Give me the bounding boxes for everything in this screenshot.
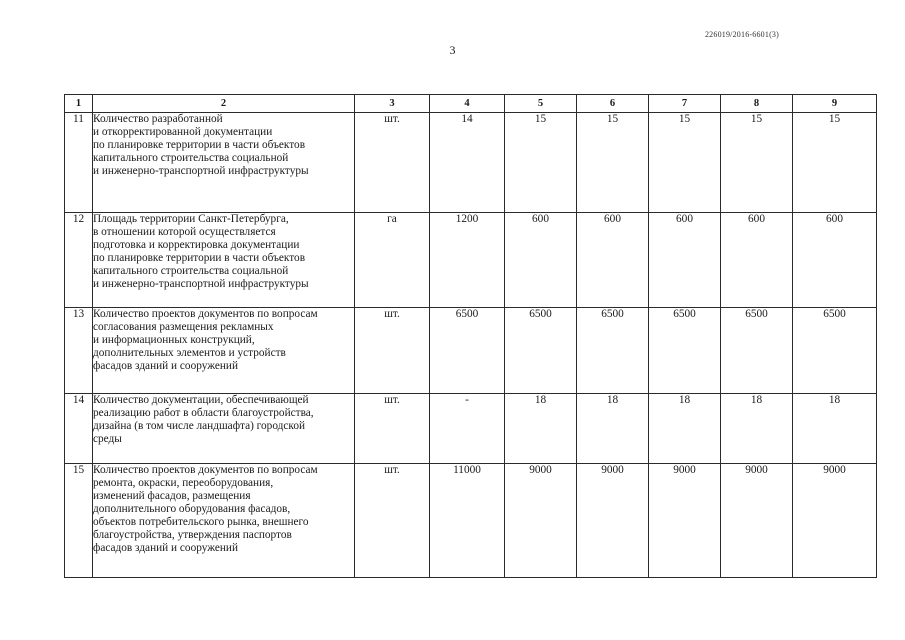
value-col-7: 6500 <box>649 308 721 394</box>
indicators-table <box>64 94 877 578</box>
description-line: реализацию работ в области благоустройства, <box>93 407 314 419</box>
value-col-6: 6500 <box>577 308 649 394</box>
value-col-4: 14 <box>430 113 505 213</box>
value-col-5: 9000 <box>505 464 577 578</box>
row-number: 13 <box>65 308 93 394</box>
value-col-4: - <box>430 394 505 464</box>
description-line: среды <box>93 433 122 445</box>
document-registration-code: 226019/2016-6601(3) <box>704 30 779 39</box>
column-header-8: 8 <box>721 95 793 113</box>
value-col-7: 600 <box>649 213 721 308</box>
table-row <box>65 213 877 308</box>
description-line: подготовка и корректировка документации <box>93 239 300 251</box>
description-line: по планировке территории в части объектов <box>93 252 306 264</box>
table-row <box>65 113 877 213</box>
row-number: 14 <box>65 394 93 464</box>
row-number: 15 <box>65 464 93 578</box>
description-line: и инженерно-транспортной инфраструктуры <box>93 165 309 177</box>
description-line: Количество разработанной <box>93 113 223 125</box>
table-header-row <box>65 95 877 113</box>
page-number: 3 <box>449 43 456 57</box>
description-line: благоустройства, утверждения паспортов <box>93 529 292 541</box>
description-line: изменений фасадов, размещения <box>93 490 251 502</box>
description-line: дополнительного оборудования фасадов, <box>93 503 291 515</box>
row-number: 11 <box>65 113 93 213</box>
value-col-8: 6500 <box>721 308 793 394</box>
row-unit: шт. <box>355 113 430 213</box>
description-line: Количество документации, обеспечивающей <box>93 394 309 406</box>
row-unit: шт. <box>355 464 430 578</box>
row-description <box>93 464 355 578</box>
column-header-9: 9 <box>793 95 877 113</box>
description-line: дополнительных элементов и устройств <box>93 347 286 359</box>
description-line: капитального строительства социальной <box>93 265 289 277</box>
description-line: ремонта, окраски, переоборудования, <box>93 477 274 489</box>
row-unit: шт. <box>355 394 430 464</box>
table-row <box>65 464 877 578</box>
row-description <box>93 394 355 464</box>
value-col-5: 15 <box>505 113 577 213</box>
value-col-9: 6500 <box>793 308 877 394</box>
description-line: фасадов зданий и сооружений <box>93 542 239 554</box>
value-col-4: 11000 <box>430 464 505 578</box>
description-line: объектов потребительского рынка, внешнего <box>93 516 309 528</box>
column-header-1: 1 <box>65 95 93 113</box>
value-col-8: 18 <box>721 394 793 464</box>
value-col-6: 15 <box>577 113 649 213</box>
row-unit: га <box>355 213 430 308</box>
table-row <box>65 394 877 464</box>
value-col-8: 15 <box>721 113 793 213</box>
value-col-6: 18 <box>577 394 649 464</box>
value-col-9: 600 <box>793 213 877 308</box>
value-col-6: 600 <box>577 213 649 308</box>
value-col-4: 6500 <box>430 308 505 394</box>
description-line: капитального строительства социальной <box>93 152 289 164</box>
description-line: и информационных конструкций, <box>93 334 255 346</box>
value-col-7: 9000 <box>649 464 721 578</box>
description-line: в отношении которой осуществляется <box>93 226 276 238</box>
value-col-9: 15 <box>793 113 877 213</box>
value-col-4: 1200 <box>430 213 505 308</box>
value-col-5: 6500 <box>505 308 577 394</box>
description-line: согласования размещения рекламных <box>93 321 274 333</box>
column-header-4: 4 <box>430 95 505 113</box>
row-number: 12 <box>65 213 93 308</box>
value-col-5: 18 <box>505 394 577 464</box>
column-header-6: 6 <box>577 95 649 113</box>
description-line: Площадь территории Санкт-Петербурга, <box>93 213 289 225</box>
column-header-5: 5 <box>505 95 577 113</box>
value-col-9: 18 <box>793 394 877 464</box>
row-description <box>93 308 355 394</box>
description-line: Количество проектов документов по вопросам <box>93 308 318 320</box>
row-description <box>93 113 355 213</box>
description-line: по планировке территории в части объектов <box>93 139 306 151</box>
row-description <box>93 213 355 308</box>
table-row <box>65 308 877 394</box>
description-line: Количество проектов документов по вопросам <box>93 464 318 476</box>
description-line: фасадов зданий и сооружений <box>93 360 239 372</box>
value-col-6: 9000 <box>577 464 649 578</box>
value-col-5: 600 <box>505 213 577 308</box>
description-line: дизайна (в том числе ландшафта) городской <box>93 420 306 432</box>
value-col-7: 18 <box>649 394 721 464</box>
value-col-7: 15 <box>649 113 721 213</box>
description-line: и откорректированной документации <box>93 126 273 138</box>
value-col-9: 9000 <box>793 464 877 578</box>
column-header-7: 7 <box>649 95 721 113</box>
column-header-2: 2 <box>93 95 355 113</box>
column-header-3: 3 <box>355 95 430 113</box>
value-col-8: 9000 <box>721 464 793 578</box>
row-unit: шт. <box>355 308 430 394</box>
description-line: и инженерно-транспортной инфраструктуры <box>93 278 309 290</box>
value-col-8: 600 <box>721 213 793 308</box>
